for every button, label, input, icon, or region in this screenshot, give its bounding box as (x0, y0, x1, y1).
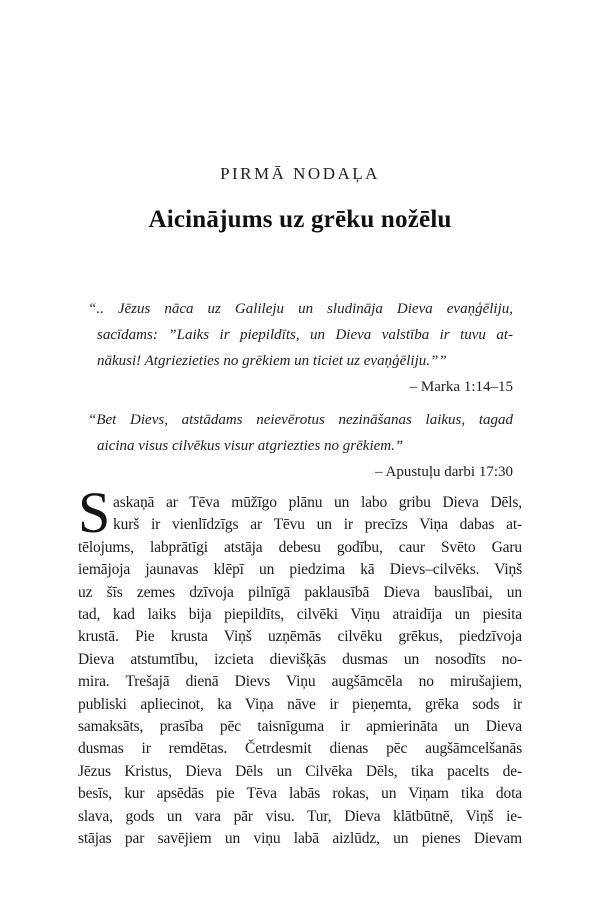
body-paragraph (78, 480, 522, 851)
body-line: besīs, kur apsēdās pie Tēva labās rokas, un Viņam tika dota (78, 785, 522, 803)
body-line: publiski apliecinot, ka Viņa nāve ir pieņemta, grēka sods ir (78, 695, 522, 713)
chapter-label: PIRMĀ NODAĻA (220, 164, 380, 183)
scripture-quote-acts (88, 407, 513, 485)
body-line: mira. Trešajā dienā Dievs Viņu augšāmcēla no mirušajiem, (78, 673, 522, 691)
body-line: Dieva atstumtību, izcieta dievišķās dusmas un nosodīts no- (78, 650, 522, 668)
drop-cap: S (78, 480, 111, 545)
body-line: Jēzus Kristus, Dieva Dēls un Cilvēka Dēls, tika pacelts de- (78, 762, 522, 780)
quote-reference: – Apustuļu darbi 17:30 (375, 464, 513, 480)
body-line: tad, kad laiks bija piepildīts, cilvēki Viņu atraidīja un piesita (78, 606, 522, 624)
body-line: kurš ir vienlīdzīgs ar Tēvu un ir precīzs Viņa dabas at- (113, 516, 522, 534)
scripture-quote-mark (88, 296, 513, 400)
chapter-title: Aicinājums uz grēku nožēlu (148, 206, 452, 233)
body-line: tēlojums, labprātīgi atstāja debesu godību, caur Svēto Garu (78, 538, 522, 556)
quote-line: nākusi! Atgriezieties no grēkiem un ticiet uz evaņģēliju.”” (97, 353, 447, 369)
quote-reference: – Marka 1:14–15 (409, 379, 513, 395)
body-line: stājas par savējiem un viņu labā aizlūdz, un pienes Dievam (78, 830, 522, 848)
quote-line: sacīdams: ”Laiks ir piepildīts, un Dieva valstība ir tuvu at- (97, 327, 513, 343)
quote-line: aicina visus cilvēkus visur atgriezties no grēkiem.” (97, 438, 404, 454)
body-line: slava, gods un vara pār visu. Tur, Dieva klātbūtnē, Viņš ie- (78, 807, 522, 825)
body-line: iemājoja jaunavas klēpī un piedzima kā Dievs–cilvēks. Viņš (78, 561, 522, 579)
body-line: krustā. Pie krusta Viņš uzņēmās cilvēku grēkus, piedzīvoja (78, 628, 522, 646)
quote-line: “Bet Dievs, atstādams neievērotus nezināšanas laikus, tagad (88, 412, 513, 428)
body-line: samaksāts, prasība pēc taisnīguma ir apmierināta un Dieva (78, 718, 522, 736)
body-line: uz šīs zemes dzīvoja pilnīgā paklausībā Dieva bauslībai, un (78, 583, 522, 601)
body-line: askaņā ar Tēva mūžīgo plānu un labo gribu Dieva Dēls, (113, 494, 522, 511)
quote-line: “.. Jēzus nāca uz Galileju un sludināja Dieva evaņģēliju, (88, 301, 513, 317)
body-line: dusmas ir remdētas. Četrdesmit dienas pēc augšāmcelšanās (78, 740, 522, 758)
